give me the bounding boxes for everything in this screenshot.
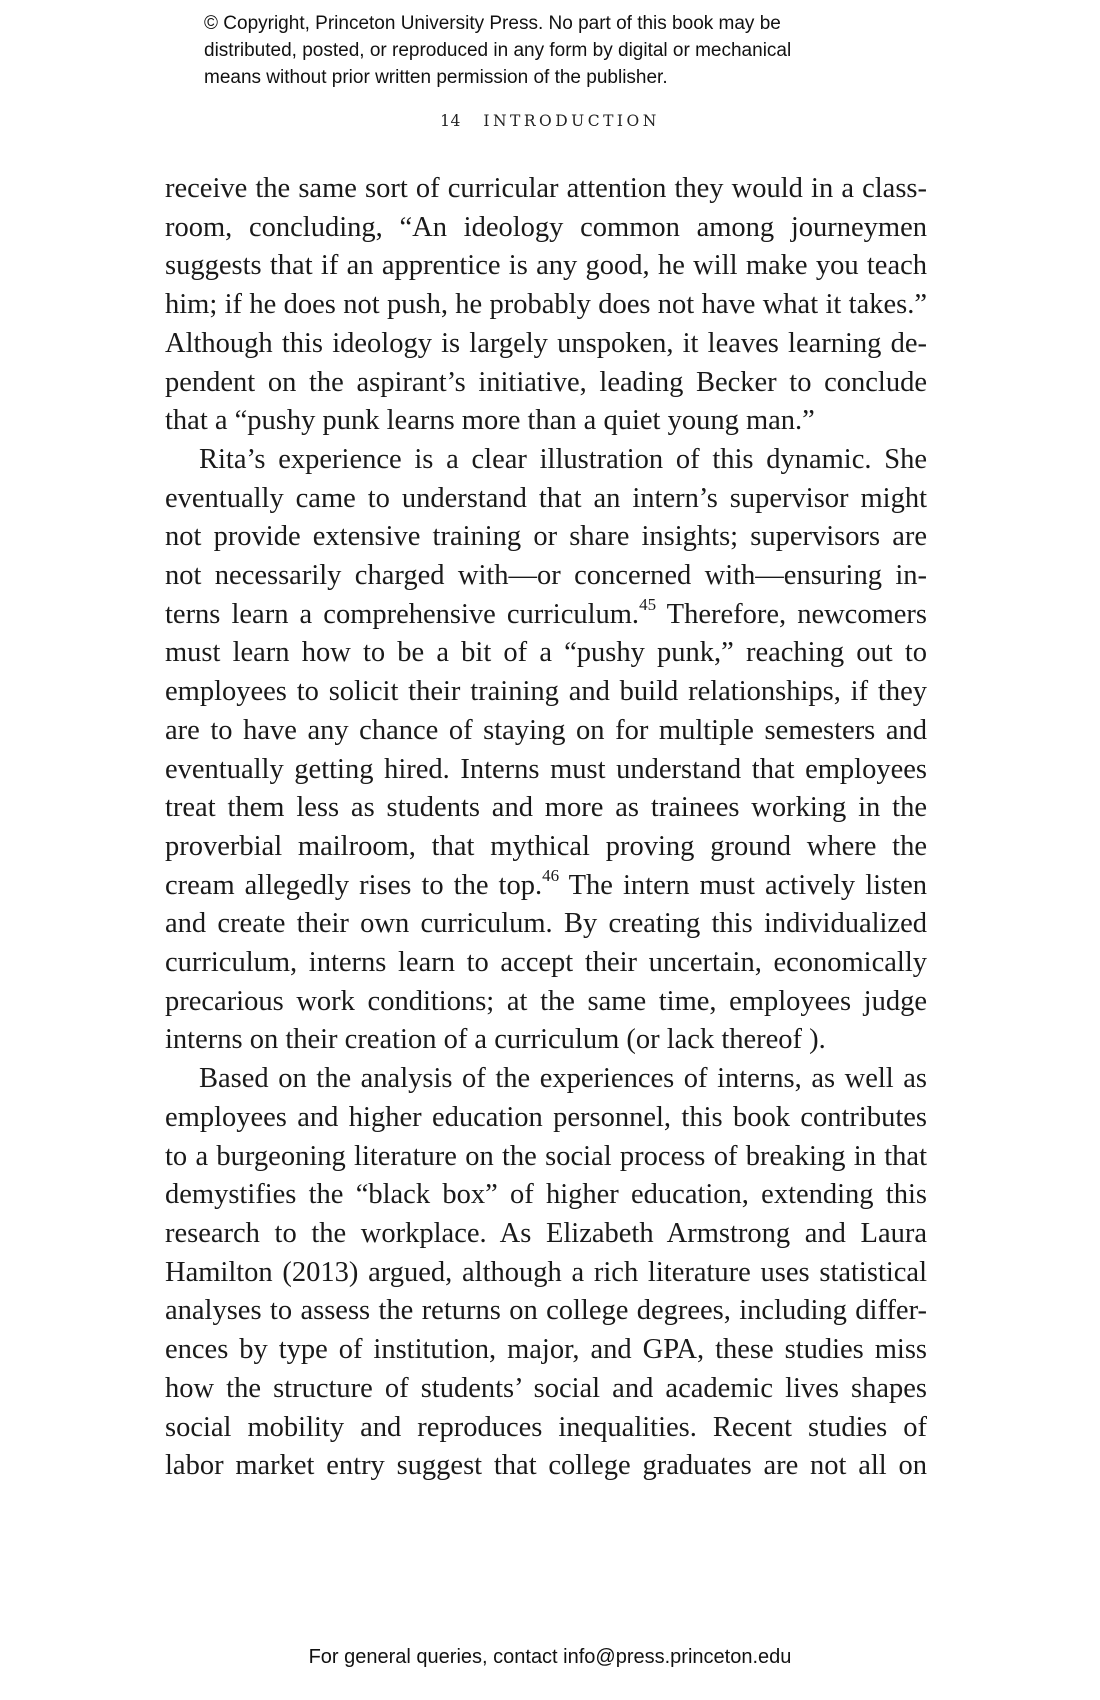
footer-contact: For general queries, contact info@press.princeton.edu <box>308 1646 792 1668</box>
text-line: receive the same sort of curricular attention they would in a class- <box>165 173 927 204</box>
running-head <box>0 112 1100 130</box>
text-line: analyses to assess the returns on college degrees, including differ- <box>165 1295 927 1327</box>
text-line: treat them less as students and more as trainees working in the <box>165 792 927 824</box>
text-line: employees and higher education personnel, this book contributes <box>165 1101 927 1133</box>
text-line: Based on the analysis of the experiences of interns, as well as <box>199 1063 927 1095</box>
text-line: not necessarily charged with—or concerned with—ensuring in- <box>165 560 927 592</box>
text-segment: cream allegedly rises to the top. <box>165 869 543 901</box>
copyright-line: © Copyright, Princeton University Press. No part of this book may be <box>204 13 781 34</box>
text-line: room, concluding, “An ideology common among journeymen <box>165 211 927 243</box>
footnote-ref[interactable]: 46 <box>542 866 560 886</box>
text-line: precarious work conditions; at the same time, employees judge <box>165 985 927 1017</box>
text-line: labor market entry suggest that college graduates are not all on <box>165 1450 927 1482</box>
text-line <box>165 867 927 906</box>
footnote-ref[interactable]: 45 <box>639 595 657 615</box>
text-line <box>165 596 927 635</box>
text-line: ences by type of institution, major, and GPA, these studies miss <box>165 1334 927 1366</box>
text-line: Hamilton (2013) argued, although a rich literature uses statistical <box>165 1256 927 1288</box>
page-number: 14 <box>440 112 461 130</box>
text-line: not provide extensive training or share insights; supervisors are <box>165 521 927 553</box>
body-text <box>165 170 927 1486</box>
text-line: proverbial mailroom, that mythical proving ground where the <box>165 830 927 862</box>
text-line: eventually came to understand that an intern’s supervisor might <box>165 482 927 514</box>
copyright-line: means without prior written permission of the publisher. <box>204 67 668 88</box>
text-line: him; if he does not push, he probably does not have what it takes.” <box>165 289 927 321</box>
text-line: are to have any chance of staying on for multiple semesters and <box>165 714 927 746</box>
text-line: suggests that if an apprentice is any good, he will make you teach <box>165 250 927 282</box>
text-line: how the structure of students’ social and academic lives shapes <box>165 1372 927 1404</box>
copyright-line: distributed, posted, or reproduced in any form by digital or mechanical <box>204 40 792 61</box>
text-line: pendent on the aspirant’s initiative, leading Becker to conclude <box>165 366 927 398</box>
text-line: and create their own curriculum. By creating this individualized <box>165 908 927 940</box>
text-line: Although this ideology is largely unspoken, it leaves learning de- <box>165 327 927 359</box>
text-line: research to the workplace. As Elizabeth Armstrong and Laura <box>165 1217 927 1249</box>
section-title: INTRODUCTION <box>483 112 660 130</box>
text-line: demystifies the “black box” of higher education, extending this <box>165 1179 927 1211</box>
text-line: interns on their creation of a curriculum (or lack thereof ). <box>165 1024 826 1056</box>
text-segment: The intern must actively listen <box>568 869 927 901</box>
text-segment: terns learn a comprehensive curriculum. <box>165 598 640 630</box>
text-line: employees to solicit their training and build relationships, if they <box>165 676 927 708</box>
text-line: curriculum, interns learn to accept their uncertain, economically <box>165 947 927 979</box>
text-line: must learn how to be a bit of a “pushy punk,” reaching out to <box>165 637 927 669</box>
copyright-notice <box>204 10 924 91</box>
text-line: to a burgeoning literature on the social process of breaking in that <box>165 1140 927 1172</box>
text-line: that a “pushy punk learns more than a quiet young man.” <box>165 405 815 437</box>
text-line: eventually getting hired. Interns must understand that employees <box>165 753 927 785</box>
text-segment: Therefore, newcomers <box>666 598 927 630</box>
text-line: Rita’s experience is a clear illustration of this dynamic. She <box>199 443 927 475</box>
text-line: social mobility and reproduces inequalities. Recent studies of <box>165 1411 927 1443</box>
